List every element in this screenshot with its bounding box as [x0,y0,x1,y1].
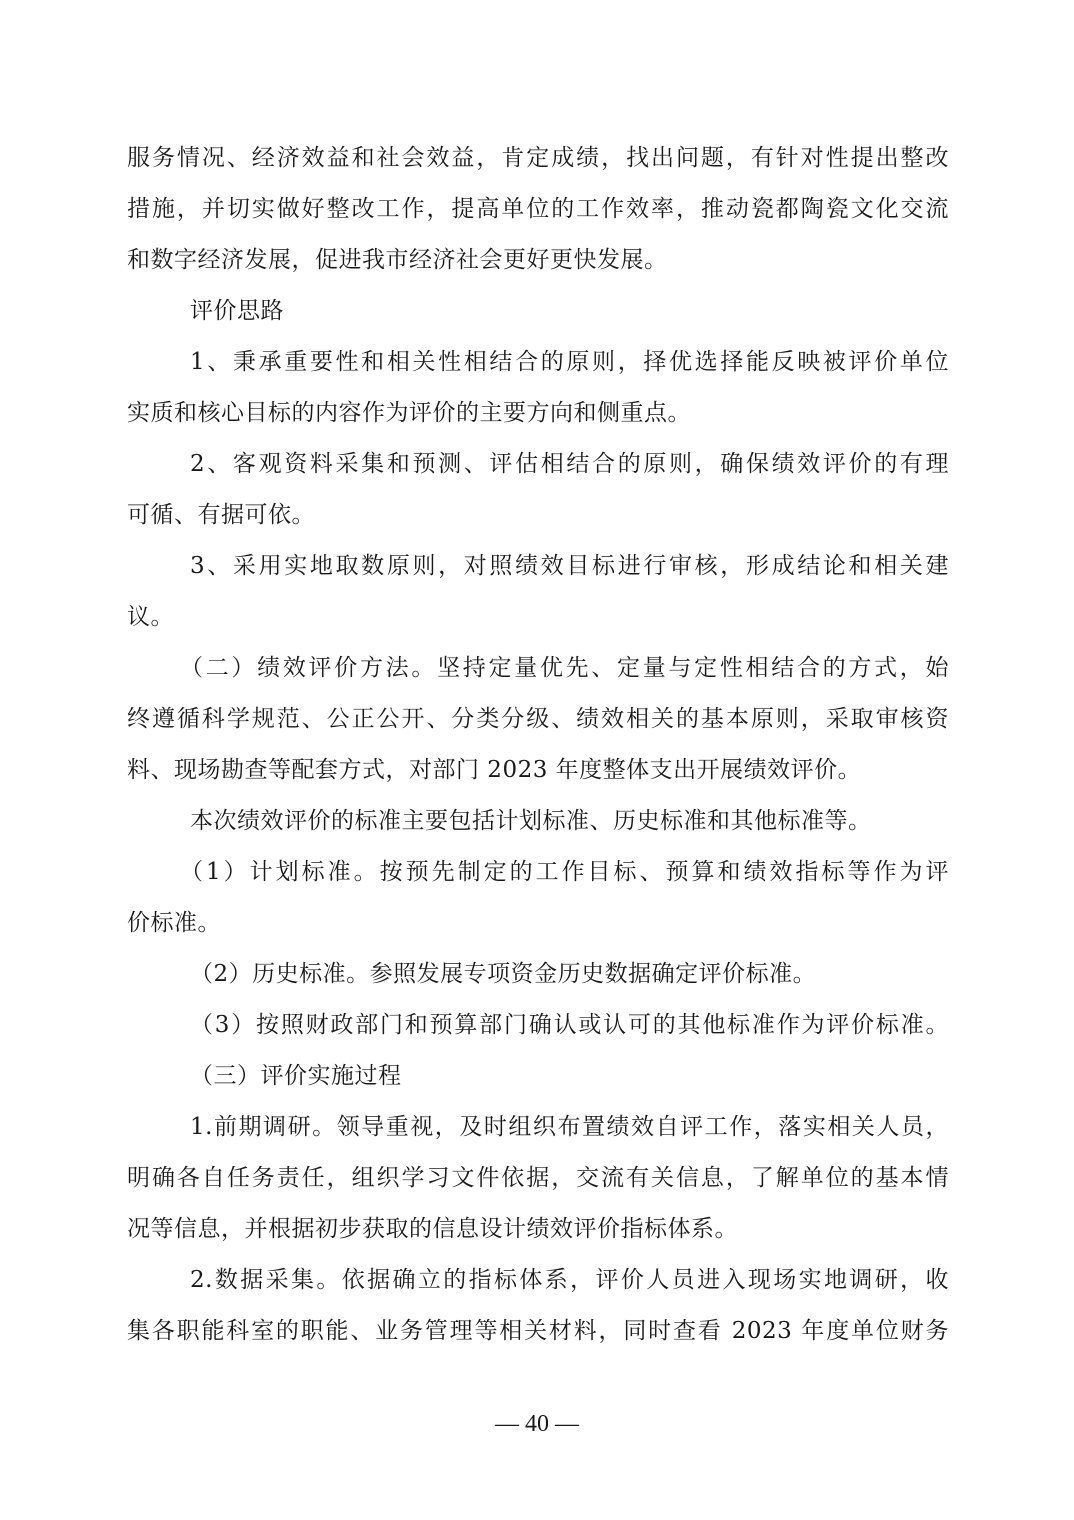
text-line: （2）历史标准。参照发展专项资金历史数据确定评价标准。 [190,961,817,987]
text-line: 料、现场勘查等配套方式，对部门 2023 年度整体支出开展绩效评价。 [127,757,862,783]
text-line: 实质和核心目标的内容作为评价的主要方向和侧重点。 [127,400,691,426]
text-line: 2.数据采集。依据确立的指标体系，评价人员进入现场实地调研，收 [190,1267,949,1293]
text-line: （1）计划标准。按预先制定的工作目标、预算和绩效指标等作为评 [180,859,949,885]
text-line: 可循、有据可依。 [127,502,315,528]
text-line: 本次绩效评价的标准主要包括计划标准、历史标准和其他标准等。 [190,808,872,834]
text-line: 终遵循科学规范、公正公开、分类分级、绩效相关的基本原则，采取审核资 [127,706,949,732]
text-line: 2、客观资料采集和预测、评估相结合的原则，确保绩效评价的有理 [190,451,949,477]
text-line: （3）按照财政部门和预算部门确认或认可的其他标准作为评价标准。 [190,1012,949,1038]
text-line: 服务情况、经济效益和社会效益，肯定成绩，找出问题，有针对性提出整改 [127,145,949,171]
section-heading: 评价思路 [190,298,284,324]
text-line: 1.前期调研。领导重视，及时组织布置绩效自评工作，落实相关人员， [190,1114,949,1140]
text-line: 明确各自任务责任，组织学习文件依据，交流有关信息，了解单位的基本情 [127,1165,949,1191]
text-line: 措施，并切实做好整改工作，提高单位的工作效率，推动瓷都陶瓷文化交流 [127,196,949,222]
section-heading: （三）评价实施过程 [190,1063,402,1089]
text-line: 1、秉承重要性和相关性相结合的原则，择优选择能反映被评价单位 [190,349,949,375]
text-line: 和数字经济发展，促进我市经济社会更好更快发展。 [127,247,668,273]
text-line: 价标准。 [127,910,221,936]
text-line: 议。 [127,604,174,630]
page-number: — 40 — [495,1411,579,1437]
text-line: 况等信息，并根据初步获取的信息设计绩效评价指标体系。 [127,1216,738,1242]
text-line: 3、采用实地取数原则，对照绩效目标进行审核，形成结论和相关建 [190,553,949,579]
text-line: （二）绩效评价方法。坚持定量优先、定量与定性相结合的方式，始 [180,655,949,681]
text-line: 集各职能科室的职能、业务管理等相关材料，同时查看 2023 年度单位财务 [127,1318,949,1344]
